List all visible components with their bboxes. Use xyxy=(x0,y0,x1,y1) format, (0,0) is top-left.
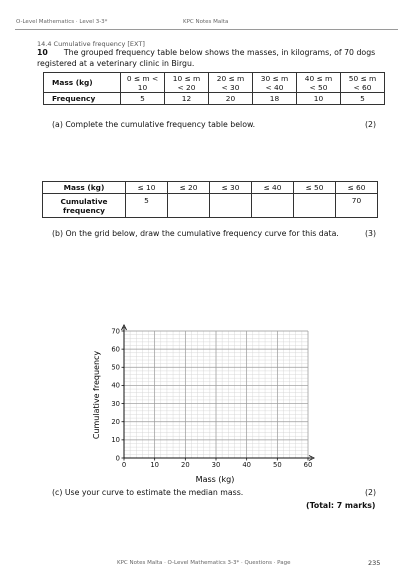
question-number: 10 xyxy=(37,48,48,57)
total-marks: (Total: 7 marks) xyxy=(306,501,376,510)
part-b-text: (b) On the grid below, draw the cumulative frequency curve for this data. xyxy=(52,229,339,238)
grouped-table-class: 40 ≤ m < 50 xyxy=(297,73,341,93)
cumulative-table-bound: ≤ 60 xyxy=(336,182,378,194)
grouped-table-frequency: 12 xyxy=(165,93,209,105)
cumulative-table-bound: ≤ 50 xyxy=(294,182,336,194)
cumulative-table-value[interactable]: 5 xyxy=(126,194,168,218)
grouped-table-frequency: 10 xyxy=(297,93,341,105)
y-tick-label: 70 xyxy=(111,327,120,336)
part-b-marks: (3) xyxy=(365,229,377,238)
y-tick-label: 40 xyxy=(111,381,120,390)
x-tick-label: 0 xyxy=(121,461,127,469)
grouped-table-class: 50 ≤ m < 60 xyxy=(341,73,385,93)
cumulative-table-mass-label: Mass (kg) xyxy=(43,182,126,194)
y-tick-label: 0 xyxy=(115,454,120,463)
cumulative-table-bound: ≤ 30 xyxy=(210,182,252,194)
grouped-table-mass-label: Mass (kg) xyxy=(44,73,121,93)
header-left: O-Level Mathematics · Level 3-3* xyxy=(16,19,108,25)
y-tick-label: 30 xyxy=(111,399,120,408)
cumulative-table-bound: ≤ 40 xyxy=(252,182,294,194)
cumulative-table-bound: ≤ 10 xyxy=(126,182,168,194)
section-title: 14.4 Cumulative frequency [EXT] xyxy=(37,40,145,48)
x-tick-label: 30 xyxy=(211,461,221,469)
y-tick-label: 50 xyxy=(111,363,120,372)
footer-text: KPC Notes Malta · O-Level Mathematics 3-3* · Questions · Page xyxy=(117,560,291,566)
grouped-table-frequency-label: Frequency xyxy=(44,93,121,105)
y-tick-label: 20 xyxy=(111,418,120,427)
x-tick-label: 50 xyxy=(273,461,282,469)
cumulative-table-value[interactable]: 70 xyxy=(336,194,378,218)
part-c-text: (c) Use your curve to estimate the median mass. xyxy=(52,488,244,497)
part-a-text: (a) Complete the cumulative frequency table below. xyxy=(52,120,256,129)
grouped-table-frequency: 5 xyxy=(121,93,165,105)
x-tick-label: 60 xyxy=(303,461,313,469)
grid-tick-labels xyxy=(111,327,312,469)
x-tick-label: 10 xyxy=(150,461,159,469)
grouped-table-class: 20 ≤ m < 30 xyxy=(209,73,253,93)
y-axis-label: Cumulative frequency xyxy=(92,350,101,440)
grid-major-lines xyxy=(124,331,308,458)
part-a-marks: (2) xyxy=(365,120,377,129)
cumulative-table-bound: ≤ 20 xyxy=(168,182,210,194)
grouped-table-frequency: 20 xyxy=(209,93,253,105)
grouped-table-frequency: 18 xyxy=(253,93,297,105)
grouped-table-class: 10 ≤ m < 20 xyxy=(165,73,209,93)
part-c-marks: (2) xyxy=(365,488,377,497)
grouped-table-class: 30 ≤ m < 40 xyxy=(253,73,297,93)
x-tick-label: 40 xyxy=(242,461,251,469)
question-text-line2: registered at a veterinary clinic in Birgu. xyxy=(37,58,195,68)
cumulative-table-frequency-label: Cumulative frequency xyxy=(43,194,126,218)
y-tick-label: 60 xyxy=(111,345,120,354)
page-number: 235 xyxy=(368,559,381,567)
x-axis-label: Mass (kg) xyxy=(195,475,235,484)
grouped-table-class: 0 ≤ m < 10 xyxy=(121,73,165,93)
y-tick-label: 10 xyxy=(111,436,120,445)
grouped-table-frequency: 5 xyxy=(341,93,385,105)
x-tick-label: 20 xyxy=(181,461,190,469)
question-text-line1: The grouped frequency table below shows the masses, in kilograms, of 70 dogs xyxy=(63,48,376,57)
header-center: KPC Notes Malta xyxy=(183,19,229,25)
